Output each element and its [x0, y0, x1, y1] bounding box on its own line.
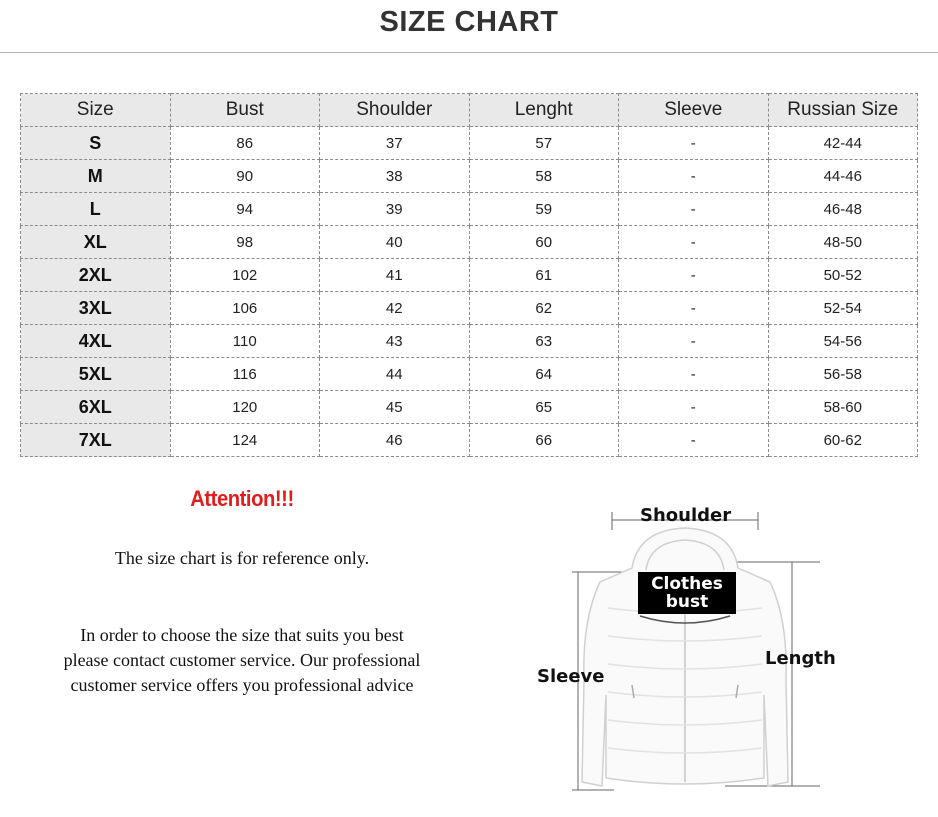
cell-sleeve: -	[619, 424, 769, 457]
cell-sleeve: -	[619, 292, 769, 325]
cell-sleeve: -	[619, 325, 769, 358]
cell-bust: 106	[170, 292, 320, 325]
cell-bust: 120	[170, 391, 320, 424]
bust-label-line1: Clothes	[651, 574, 723, 594]
jacket-illustration	[582, 528, 788, 786]
shoulder-label: Shoulder	[640, 505, 732, 526]
jacket-diagram	[520, 490, 850, 800]
cell-size: 4XL	[21, 325, 171, 358]
cell-length: 60	[469, 226, 619, 259]
table-body	[21, 127, 918, 457]
cell-russian-size: 44-46	[768, 160, 918, 193]
cell-bust: 110	[170, 325, 320, 358]
cell-russian-size: 56-58	[768, 358, 918, 391]
cell-length: 64	[469, 358, 619, 391]
cell-size: 6XL	[21, 391, 171, 424]
sleeve-label: Sleeve	[537, 666, 605, 687]
cell-size: L	[21, 193, 171, 226]
cell-length: 57	[469, 127, 619, 160]
page-title: SIZE CHART	[379, 6, 559, 38]
cell-length: 65	[469, 391, 619, 424]
cell-sleeve: -	[619, 226, 769, 259]
header-russian-size: Russian Size	[768, 94, 918, 127]
header-size: Size	[21, 94, 171, 127]
attention-heading: Attention!!!	[190, 486, 294, 511]
cell-length: 58	[469, 160, 619, 193]
cell-size: 2XL	[21, 259, 171, 292]
cell-sleeve: -	[619, 160, 769, 193]
bust-label-line2: bust	[665, 592, 709, 612]
header-sleeve: Sleeve	[619, 94, 769, 127]
title-divider	[0, 52, 938, 53]
table-row	[21, 127, 918, 160]
cell-sleeve: -	[619, 391, 769, 424]
cell-bust: 102	[170, 259, 320, 292]
length-label: Length	[765, 648, 836, 669]
cell-russian-size: 54-56	[768, 325, 918, 358]
cell-length: 66	[469, 424, 619, 457]
table-row	[21, 325, 918, 358]
cell-size: 3XL	[21, 292, 171, 325]
cell-russian-size: 50-52	[768, 259, 918, 292]
cell-size: S	[21, 127, 171, 160]
cell-shoulder: 44	[320, 358, 470, 391]
cell-shoulder: 42	[320, 292, 470, 325]
advice-line: In order to choose the size that suits you best	[80, 625, 404, 645]
cell-sleeve: -	[619, 127, 769, 160]
cell-bust: 90	[170, 160, 320, 193]
table-row	[21, 358, 918, 391]
cell-shoulder: 43	[320, 325, 470, 358]
clothes-bust-label	[638, 572, 736, 614]
cell-shoulder: 45	[320, 391, 470, 424]
header-length: Lenght	[469, 94, 619, 127]
table-row	[21, 424, 918, 457]
cell-sleeve: -	[619, 259, 769, 292]
cell-length: 61	[469, 259, 619, 292]
table-row	[21, 292, 918, 325]
cell-russian-size: 52-54	[768, 292, 918, 325]
cell-size: XL	[21, 226, 171, 259]
cell-shoulder: 39	[320, 193, 470, 226]
cell-russian-size: 58-60	[768, 391, 918, 424]
cell-length: 63	[469, 325, 619, 358]
cell-size: 7XL	[21, 424, 171, 457]
cell-sleeve: -	[619, 193, 769, 226]
cell-sleeve: -	[619, 358, 769, 391]
advice-line: customer service offers you professional advice	[70, 675, 414, 695]
table-row	[21, 193, 918, 226]
header-bust: Bust	[170, 94, 320, 127]
cell-shoulder: 38	[320, 160, 470, 193]
cell-length: 59	[469, 193, 619, 226]
table-row	[21, 391, 918, 424]
cell-shoulder: 40	[320, 226, 470, 259]
size-chart-table	[20, 93, 918, 457]
cell-shoulder: 41	[320, 259, 470, 292]
cell-bust: 94	[170, 193, 320, 226]
table-header-row	[21, 94, 918, 127]
cell-size: M	[21, 160, 171, 193]
cell-bust: 86	[170, 127, 320, 160]
reference-note: The size chart is for reference only.	[114, 548, 370, 568]
cell-russian-size: 42-44	[768, 127, 918, 160]
advice-line: please contact customer service. Our professional	[63, 650, 421, 670]
header-shoulder: Shoulder	[320, 94, 470, 127]
cell-size: 5XL	[21, 358, 171, 391]
cell-bust: 116	[170, 358, 320, 391]
cell-bust: 98	[170, 226, 320, 259]
advice-text	[12, 623, 472, 698]
cell-shoulder: 37	[320, 127, 470, 160]
cell-russian-size: 48-50	[768, 226, 918, 259]
table-row	[21, 160, 918, 193]
cell-shoulder: 46	[320, 424, 470, 457]
cell-bust: 124	[170, 424, 320, 457]
cell-russian-size: 46-48	[768, 193, 918, 226]
table-row	[21, 226, 918, 259]
table-row	[21, 259, 918, 292]
cell-russian-size: 60-62	[768, 424, 918, 457]
cell-length: 62	[469, 292, 619, 325]
